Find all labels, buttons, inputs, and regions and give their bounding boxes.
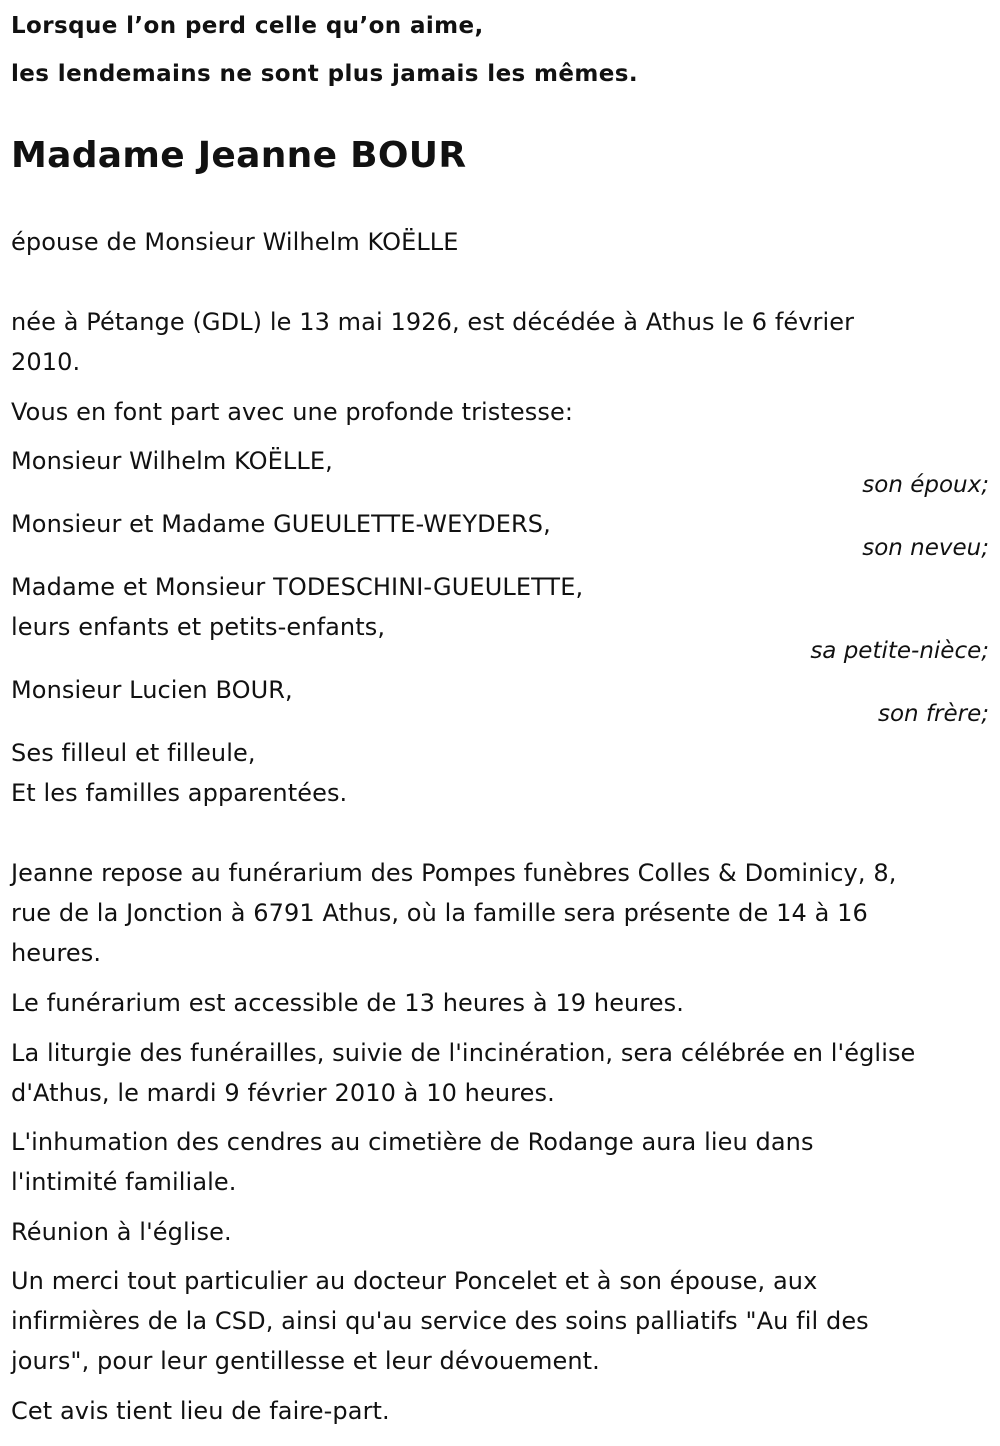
details-line: rue de la Jonction à 6791 Athus, où la famille sera présente de 14 à 16 xyxy=(11,899,868,927)
details-line: La liturgie des funérailles, suivie de l'incinération, sera célébrée en l'église xyxy=(11,1039,916,1067)
details-line: infirmières de la CSD, ainsi qu'au service des soins palliatifs "Au fil des xyxy=(11,1307,869,1335)
verse-line-1: Lorsque l’on perd celle qu’on aime, xyxy=(11,13,484,39)
relation-grandniece: sa petite-nièce; xyxy=(810,638,989,664)
details-line: Un merci tout particulier au docteur Poncelet et à son épouse, aux xyxy=(11,1267,818,1295)
details-line: jours", pour leur gentillesse et leur dévouement. xyxy=(11,1347,600,1375)
deceased-name: Madame Jeanne BOUR xyxy=(11,135,467,176)
mourner-brother: Monsieur Lucien BOUR, xyxy=(11,676,293,704)
announcement: Vous en font part avec une profonde tristesse: xyxy=(11,398,574,426)
mourner-grandniece-family: leurs enfants et petits-enfants, xyxy=(11,613,386,641)
relation-nephew: son neveu; xyxy=(862,535,989,561)
godchildren-line: Ses filleul et filleule, xyxy=(11,739,256,767)
details-line: L'inhumation des cendres au cimetière de Rodange aura lieu dans xyxy=(11,1128,814,1156)
details-line: d'Athus, le mardi 9 février 2010 à 10 heures. xyxy=(11,1079,555,1107)
details-line: Jeanne repose au funérarium des Pompes funèbres Colles & Dominicy, 8, xyxy=(11,859,897,887)
mourner-grandniece: Madame et Monsieur TODESCHINI-GUEULETTE, xyxy=(11,573,584,601)
mourner-husband: Monsieur Wilhelm KOËLLE, xyxy=(11,447,333,475)
spouse-line: épouse de Monsieur Wilhelm KOËLLE xyxy=(11,228,459,256)
details-line: Cet avis tient lieu de faire-part. xyxy=(11,1397,390,1425)
details-line: Le funérarium est accessible de 13 heures à 19 heures. xyxy=(11,989,685,1017)
details-line: heures. xyxy=(11,939,102,967)
verse-line-2: les lendemains ne sont plus jamais les mêmes. xyxy=(11,61,639,87)
birth-death-line-2: 2010. xyxy=(11,348,81,376)
relation-husband: son époux; xyxy=(862,472,989,498)
related-families-line: Et les familles apparentées. xyxy=(11,779,348,807)
details-line: Réunion à l'église. xyxy=(11,1218,232,1246)
birth-death-line-1: née à Pétange (GDL) le 13 mai 1926, est décédée à Athus le 6 février xyxy=(11,308,855,336)
mourner-nephew: Monsieur et Madame GUEULETTE-WEYDERS, xyxy=(11,510,551,538)
relation-brother: son frère; xyxy=(877,701,989,727)
details-line: l'intimité familiale. xyxy=(11,1168,237,1196)
